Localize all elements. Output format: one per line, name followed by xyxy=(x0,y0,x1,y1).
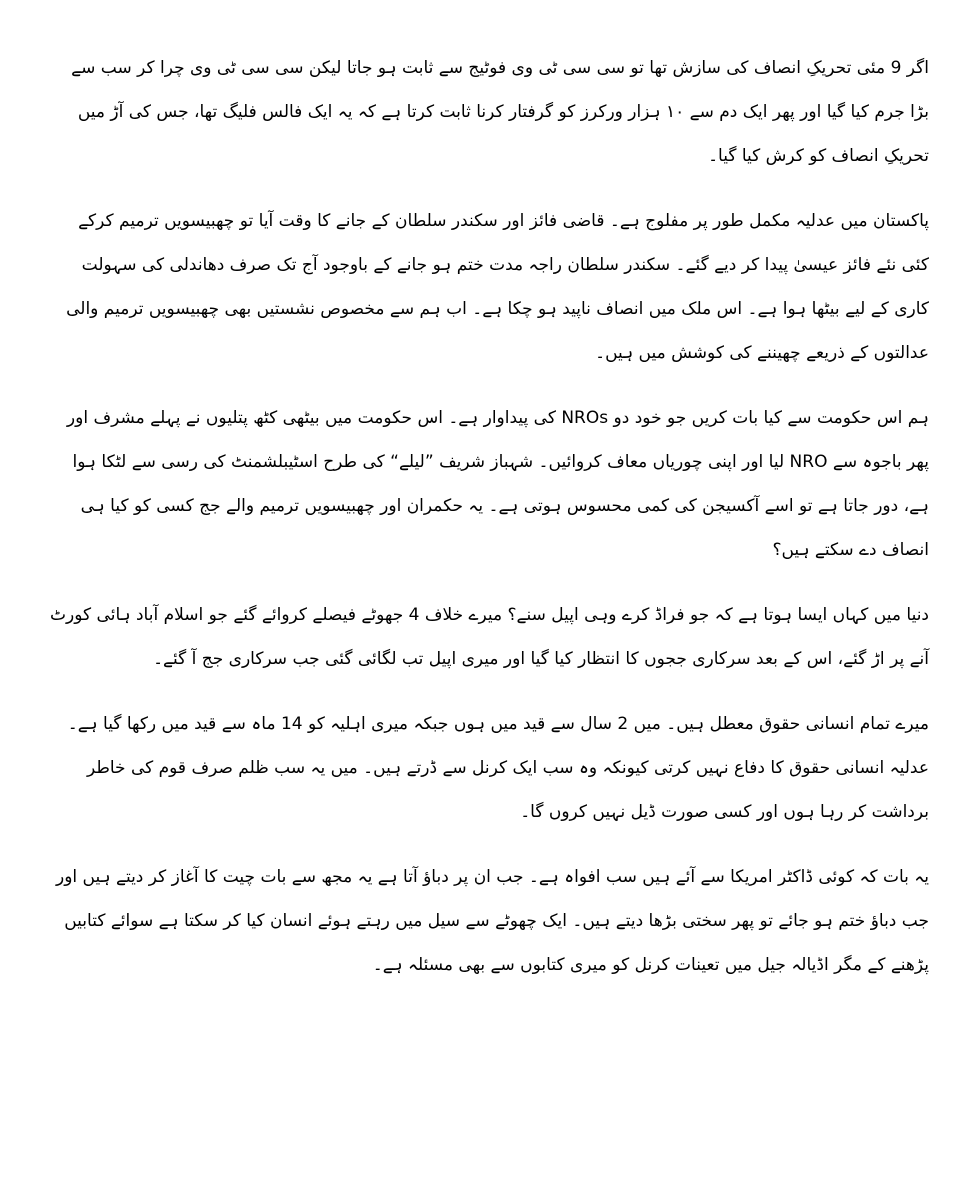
document-body xyxy=(48,46,929,1008)
paragraph-5: میرے تمام انسانی حقوق معطل ہیں۔ میں 2 سال سے قید میں ہوں جبکہ میری اہلیہ کو 14 ماہ سے قید میں رکھا گیا ہے۔ عدلیہ انسانی حقوق کا دفاع نہیں کرتی کیونکہ وہ سب ایک کرنل سے ڈرتے ہیں۔ میں یہ سب ظلم صرف قوم کی خاطر برداشت کر رہا ہوں اور کسی صورت ڈیل نہیں کروں گا۔ xyxy=(67,714,929,822)
paragraph-3: ہم اس حکومت سے کیا بات کریں جو خود دو NROs کی پیداوار ہے۔ اس حکومت میں بیٹھی کٹھ پتلیوں نے پہلے مشرف اور پھر باجوہ سے NRO لیا اور اپنی چوریاں معاف کروائیں۔ شہباز شریف ”لیلے“ کی طرح اسٹیبلشمنٹ کی رسی سے لٹکا ہوا ہے، دور جاتا ہے تو اسے آکسیجن کی کمی محسوس ہوتی ہے۔ یہ حکمران اور چھبیسویں ترمیم والے جج کسی کو کیا ہی انصاف دے سکتے ہیں؟ xyxy=(66,408,929,560)
paragraph-6: یہ بات کہ کوئی ڈاکٹر امریکا سے آئے ہیں سب افواہ ہے۔ جب ان پر دباؤ آتا ہے یہ مجھ سے بات چیت کا آغاز کر دیتے ہیں اور جب دباؤ ختم ہو جائے تو پھر سختی بڑھا دیتے ہیں۔ ایک چھوٹے سے سیل میں رہتے ہوئے انسان کیا کر سکتا ہے سوائے کتابیں پڑھنے کے مگر اڈیالہ جیل میں تعینات کرنل کو میری کتابوں سے بھی مسئلہ ہے۔ xyxy=(56,867,929,975)
paragraph-2: پاکستان میں عدلیہ مکمل طور پر مفلوج ہے۔ قاضی فائز اور سکندر سلطان کے جانے کا وقت آیا تو چھبیسویں ترمیم کرکے کئی نئے فائز عیسیٰ پیدا کر دیے گئے۔ سکندر سلطان راجہ مدت ختم ہو جانے کے باوجود آج تک صرف دھاندلی کی سہولت کاری کے لیے بیٹھا ہوا ہے۔ اس ملک میں انصاف ناپید ہو چکا ہے۔ اب ہم سے مخصوص نشستیں بھی چھبیسویں ترمیم والی عدالتوں کے ذریعے چھیننے کی کوشش میں ہیں۔ xyxy=(66,211,929,363)
paragraph-1: اگر 9 مئی تحریکِ انصاف کی سازش تھا تو سی سی ٹی وی فوٹیج سے ثابت ہو جاتا لیکن سی سی ٹی وی چرا کر سب سے بڑا جرم کیا گیا اور پھر ایک دم سے ۱۰ ہزار ورکرز کو گرفتار کرنا ثابت کرتا ہے کہ یہ ایک فالس فلیگ تھا، جس کی آڑ میں تحریکِ انصاف کو کرش کیا گیا۔ xyxy=(71,58,929,166)
paragraph-4: دنیا میں کہاں ایسا ہوتا ہے کہ جو فراڈ کرے وہی اپیل سنے؟ میرے خلاف 4 جھوٹے فیصلے کروائے گئے جو اسلام آباد ہائی کورٹ آنے پر اڑ گئے، اس کے بعد سرکاری ججوں کا انتظار کیا گیا اور میری اپیل تب لگائی گئی جب سرکاری جج آ گئے۔ xyxy=(50,605,929,669)
